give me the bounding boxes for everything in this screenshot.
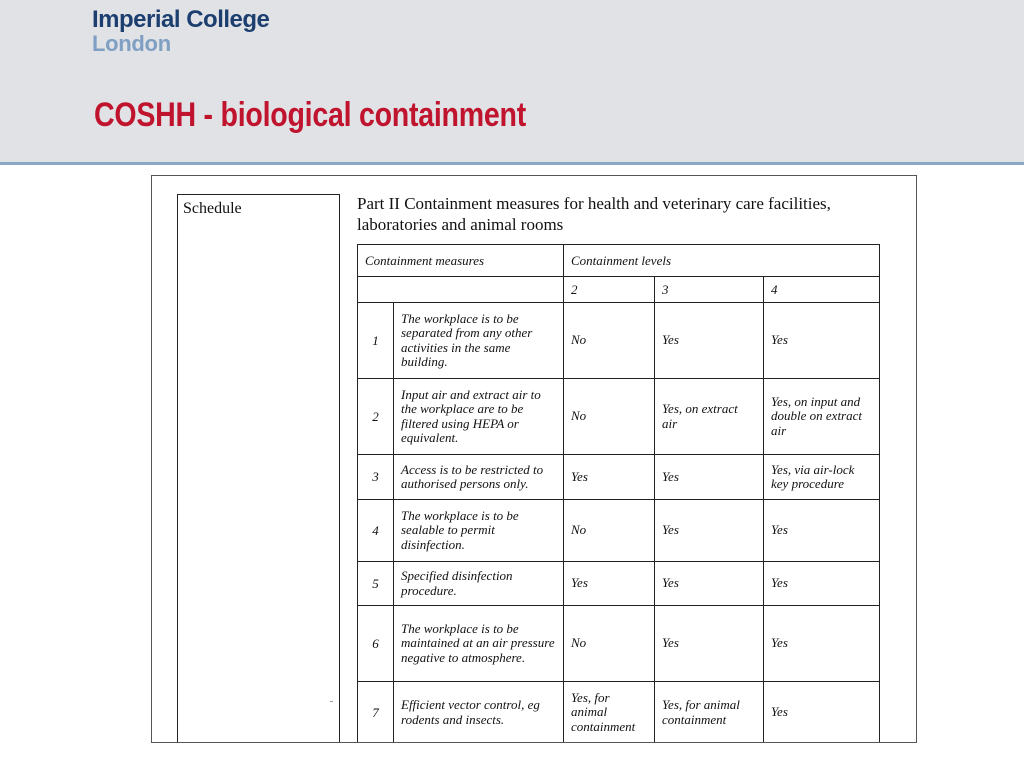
row-measure: Access is to be restricted to authorised persons only. <box>394 455 564 500</box>
row-measure: The workplace is to be separated from any other activities in the same building. <box>394 303 564 379</box>
row-number: 4 <box>358 500 394 562</box>
part-title: Part II Containment measures for health and veterinary care facilities, laboratories and animal rooms <box>357 194 831 234</box>
row-level-3: Yes <box>655 455 764 500</box>
row-level-4: Yes, on input and double on extract air <box>764 379 880 455</box>
row-level-2: No <box>564 606 655 682</box>
row-measure: The workplace is to be maintained at an air pressure negative to atmosphere. <box>394 606 564 682</box>
table-row <box>358 455 880 500</box>
college-logo <box>92 8 269 55</box>
row-number: 6 <box>358 606 394 682</box>
level-4-heading: 4 <box>764 277 880 303</box>
row-level-4: Yes <box>764 303 880 379</box>
row-level-3: Yes, on extract air <box>655 379 764 455</box>
row-measure: Efficient vector control, eg rodents and insects. <box>394 682 564 744</box>
table-header-row <box>358 245 880 277</box>
levels-blank-cell <box>358 277 564 303</box>
row-measure: Specified disinfection procedure. <box>394 562 564 606</box>
row-level-2: Yes <box>564 455 655 500</box>
row-number: 3 <box>358 455 394 500</box>
row-level-4: Yes, via air-lock key procedure <box>764 455 880 500</box>
table-row <box>358 606 880 682</box>
row-level-4: Yes <box>764 606 880 682</box>
scanned-document <box>151 175 917 743</box>
logo-line-1: Imperial College <box>92 6 270 33</box>
table-row <box>358 379 880 455</box>
table-row <box>358 562 880 606</box>
header-containment-measures: Containment measures <box>358 245 564 277</box>
scan-speck <box>330 701 333 702</box>
schedule-label: Schedule <box>183 200 242 217</box>
row-level-4: Yes <box>764 562 880 606</box>
table-row <box>358 303 880 379</box>
row-number: 2 <box>358 379 394 455</box>
row-level-3: Yes <box>655 303 764 379</box>
row-level-3: Yes, for animal containment <box>655 682 764 744</box>
row-level-2: Yes <box>564 562 655 606</box>
level-3-heading: 3 <box>655 277 764 303</box>
row-level-3: Yes <box>655 500 764 562</box>
slide-title: COSHH - biological containment <box>94 96 526 134</box>
row-measure: The workplace is to be sealable to permit disinfection. <box>394 500 564 562</box>
row-level-2: No <box>564 303 655 379</box>
slide-header <box>0 0 1024 165</box>
table-levels-row <box>358 277 880 303</box>
row-level-4: Yes <box>764 682 880 744</box>
row-number: 5 <box>358 562 394 606</box>
schedule-column <box>177 194 340 743</box>
containment-table <box>357 244 880 743</box>
table-row <box>358 682 880 744</box>
logo-line-2: London <box>92 31 171 56</box>
row-level-2: No <box>564 500 655 562</box>
row-level-3: Yes <box>655 606 764 682</box>
row-level-2: Yes, for animal containment <box>564 682 655 744</box>
level-2-heading: 2 <box>564 277 655 303</box>
row-number: 7 <box>358 682 394 744</box>
row-level-4: Yes <box>764 500 880 562</box>
row-level-3: Yes <box>655 562 764 606</box>
row-measure: Input air and extract air to the workplace are to be filtered using HEPA or equivalent. <box>394 379 564 455</box>
header-containment-levels: Containment levels <box>564 245 880 277</box>
table-row <box>358 500 880 562</box>
row-level-2: No <box>564 379 655 455</box>
row-number: 1 <box>358 303 394 379</box>
